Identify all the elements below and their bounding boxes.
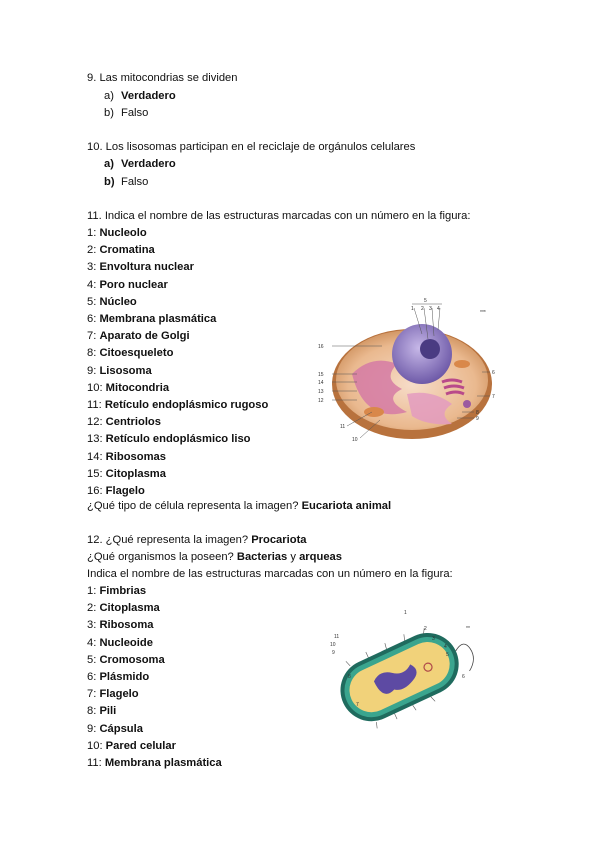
answer-item [87, 722, 143, 736]
answer-name: Lisosoma [99, 364, 152, 377]
question-9: 9. Las mitocondrias se dividen [87, 72, 238, 84]
option-letter: a) [104, 90, 114, 102]
nucleolus-shape [420, 339, 440, 359]
answer-name: Pili [99, 705, 117, 718]
option-text: Verdadero [121, 158, 176, 170]
option-letter: b) [104, 176, 115, 188]
answer-number: 10: [87, 739, 103, 752]
answer-number: 1: [87, 227, 97, 239]
answer-number: 2: [87, 244, 97, 257]
figure-label: 5 [446, 652, 449, 658]
answer-number: 1: [87, 585, 97, 597]
mitochondria-shape [364, 407, 384, 417]
organisms-answer-b: arqueas [299, 551, 342, 563]
answer-item [87, 415, 161, 429]
answer-item [87, 329, 190, 343]
figure-label: 9 [332, 650, 335, 656]
answer-item [87, 636, 153, 650]
answer-item [87, 260, 194, 274]
answer-number: 5: [87, 295, 97, 308]
q12-answer: Procariota [251, 534, 307, 546]
figure-label: 6 [492, 370, 495, 376]
answer-item [87, 432, 251, 446]
figure-label: 10 [330, 642, 336, 648]
figure-label: 6 [462, 674, 465, 680]
answer-item [87, 601, 160, 615]
answer-name: Membrana plasmática [104, 757, 222, 769]
figure-label: *** [480, 310, 486, 316]
figure-label: 2 [421, 306, 424, 312]
figure-label: 3 [429, 306, 432, 312]
answer-number: 5: [87, 653, 97, 666]
q10-option-b [104, 175, 148, 189]
answer-name: Ribosomas [105, 450, 166, 463]
answer-name: Aparato de Golgi [99, 330, 190, 343]
option-text: Falso [121, 176, 149, 188]
answer-name: Retículo endoplásmico liso [105, 433, 251, 446]
answer-name: Pared celular [105, 739, 176, 752]
figure-label: 11 [340, 424, 346, 430]
answer-number: 6: [87, 671, 97, 683]
q9-option-a [104, 89, 176, 103]
answer-name: Cápsula [99, 722, 143, 735]
answer-item [87, 312, 216, 326]
answer-number: 11: [87, 757, 102, 769]
answer-number: 16: [87, 485, 103, 497]
q10-option-a [104, 157, 176, 171]
answer-number: 15: [87, 467, 103, 480]
answer-name: Plásmido [99, 671, 150, 683]
figure-label: 11 [334, 634, 340, 640]
answer-name: Citoplasma [105, 467, 166, 480]
answer-number: 7: [87, 330, 97, 343]
answer-item [87, 618, 154, 632]
figure-label: 5 [424, 298, 427, 304]
answer-item [87, 226, 147, 240]
question-12 [87, 533, 307, 547]
figure-label: 2 [424, 626, 427, 632]
figure-label: 8 [348, 674, 351, 680]
mitochondria-shape [454, 360, 470, 368]
answer-name: Membrana plasmática [99, 313, 217, 325]
answer-name: Cromosoma [99, 653, 165, 666]
answer-number: 4: [87, 278, 97, 291]
answer-number: 11: [87, 399, 102, 411]
answer-number: 13: [87, 433, 103, 446]
option-text: Falso [121, 107, 149, 119]
answer-number: 9: [87, 722, 97, 735]
answer-name: Citoesqueleto [99, 347, 174, 360]
answer-item [87, 278, 168, 292]
answer-name: Citoplasma [99, 602, 160, 615]
figure-label: 4 [444, 644, 447, 650]
answer-number: 4: [87, 636, 97, 649]
answer-number: 9: [87, 364, 97, 377]
figure-label: 7 [492, 394, 495, 400]
animal-cell-figure [312, 294, 502, 452]
answer-number: 8: [87, 347, 97, 360]
organisms-line [87, 550, 342, 564]
answer-number: 14: [87, 450, 103, 463]
answer-item [87, 295, 137, 309]
answer-item [87, 584, 146, 598]
answer-item [87, 243, 155, 257]
figure-label: 4 [437, 306, 440, 312]
answer-name: Nucleolo [99, 227, 147, 239]
answer-number: 7: [87, 688, 97, 701]
answer-number: 10: [87, 381, 103, 394]
answer-number: 3: [87, 619, 97, 632]
answer-number: 3: [87, 261, 97, 274]
answer-item [87, 687, 139, 701]
figure-label: 16 [318, 344, 324, 350]
figure-label: 1 [404, 610, 407, 616]
cell-type-question: ¿Qué tipo de célula representa la imagen? [87, 500, 299, 512]
answer-number: 8: [87, 705, 97, 718]
answer-name: Envoltura nuclear [99, 261, 194, 274]
answer-name: Flagelo [99, 688, 139, 701]
answer-item [87, 398, 268, 412]
answer-number: 12: [87, 416, 103, 429]
figure-label: 3 [432, 636, 435, 642]
q12-instruction: Indica el nombre de las estructuras marcadas con un número en la figura: [87, 568, 453, 580]
figure-label: 12 [318, 398, 324, 404]
q12-question: 12. ¿Qué representa la imagen? [87, 534, 249, 546]
answer-item [87, 450, 166, 464]
answer-item [87, 756, 222, 770]
answer-name: Fimbrias [99, 585, 147, 597]
figure-label: 14 [318, 380, 324, 386]
answer-item [87, 704, 116, 718]
answer-name: Flagelo [105, 485, 145, 497]
figure-label: 10 [352, 437, 358, 443]
question-10: 10. Los lisosomas participan en el reciclaje de orgánulos celulares [87, 141, 416, 153]
question-11: 11. Indica el nombre de las estructuras marcadas con un número en la figura: [87, 210, 471, 222]
prokaryotic-cell-figure [320, 608, 480, 748]
answer-item [87, 653, 165, 667]
option-letter: a) [104, 158, 114, 170]
answer-number: 2: [87, 602, 97, 615]
answer-name: Centriolos [105, 416, 161, 429]
answer-item [87, 467, 166, 481]
cell-type-answer: Eucariota animal [301, 500, 392, 512]
organisms-conjunction: y [290, 551, 296, 563]
answer-item [87, 381, 169, 395]
figure-label: 15 [318, 372, 324, 378]
answer-item [87, 346, 173, 360]
figure-label: 1 [411, 306, 414, 312]
answer-item [87, 739, 176, 753]
answer-number: 6: [87, 313, 97, 325]
answer-name: Poro nuclear [99, 278, 168, 291]
organisms-answer-a: Bacterias [236, 551, 288, 563]
answer-name: Núcleo [99, 295, 137, 308]
figure-label: 7 [356, 702, 359, 708]
figure-label: 8 [476, 410, 479, 416]
option-text: Verdadero [121, 90, 176, 102]
figure-label: 9 [476, 416, 479, 422]
cell-type-line [87, 499, 391, 513]
answer-item [87, 670, 149, 684]
answer-name: Mitocondria [105, 381, 170, 394]
option-letter: b) [104, 107, 114, 119]
answer-name: Retículo endoplásmico rugoso [104, 399, 269, 411]
answer-name: Ribosoma [99, 619, 154, 632]
lysosome-shape [463, 400, 471, 408]
answer-item [87, 484, 145, 498]
figure-label: ** [466, 626, 470, 632]
figure-label: 13 [318, 389, 324, 395]
answer-item [87, 364, 152, 378]
q9-option-b [104, 106, 148, 120]
organisms-question: ¿Qué organismos la poseen? [87, 551, 234, 563]
answer-name: Nucleoide [99, 636, 153, 649]
answer-name: Cromatina [99, 244, 155, 257]
